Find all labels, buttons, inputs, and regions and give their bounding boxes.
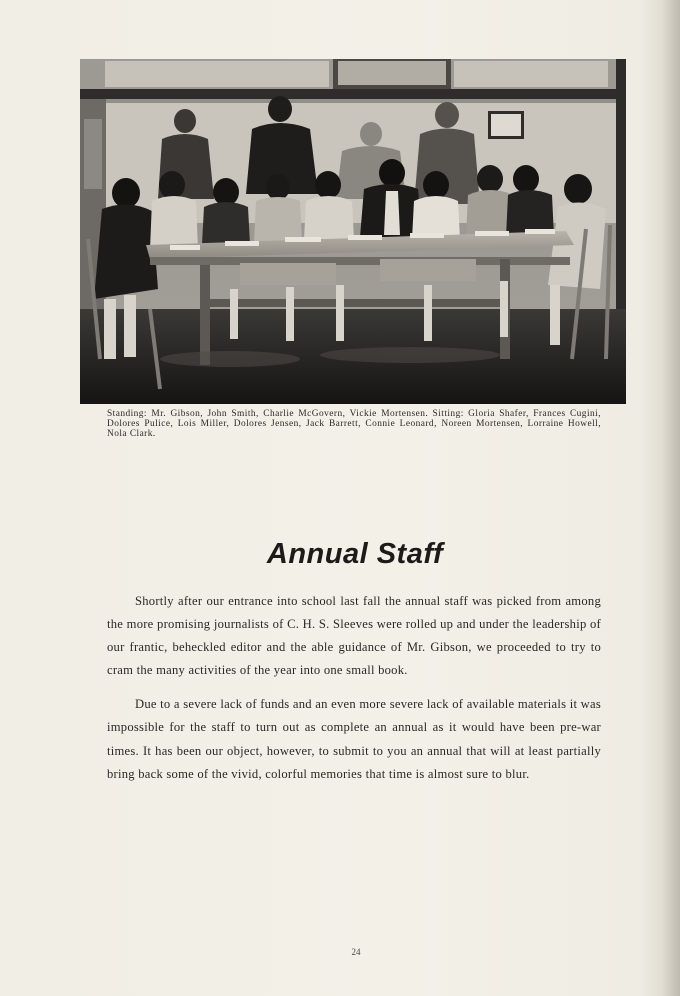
photo-caption: Standing: Mr. Gibson, John Smith, Charlie McGovern, Vickie Mortensen. Sitting: Gloria Shafer, Frances Cugini, Dolores Pulice, Lois Miller, Dolores Jensen, Jack Barrett, Connie Leonard, Noreen Mortensen, Lorraine Howell, Nola Clark. (107, 409, 601, 440)
paragraph: Shortly after our entrance into school last fall the annual staff was picked from among the more promising journalists of C. H. S. Sleeves were rolled up and under the leadership of our frantic, beheckled editor and the able guidance of Mr. Gibson, we proceeded to try to cram the many activities of the year into one small book. (107, 594, 601, 678)
article-body (107, 590, 601, 797)
staff-group-photo (80, 59, 626, 404)
page-edge-shadow (662, 0, 680, 996)
paragraph: Due to a severe lack of funds and an even more severe lack of available materials it was impossible for the staff to turn out as complete an annual as it would have been pre-war times. It has been our object, however, to submit to you an annual that will at least partially bring back some of the vivid, colorful memories that time is almost sure to blur. (107, 697, 601, 781)
page-title: Annual Staff (266, 538, 444, 570)
page-number: 24 (351, 947, 361, 957)
